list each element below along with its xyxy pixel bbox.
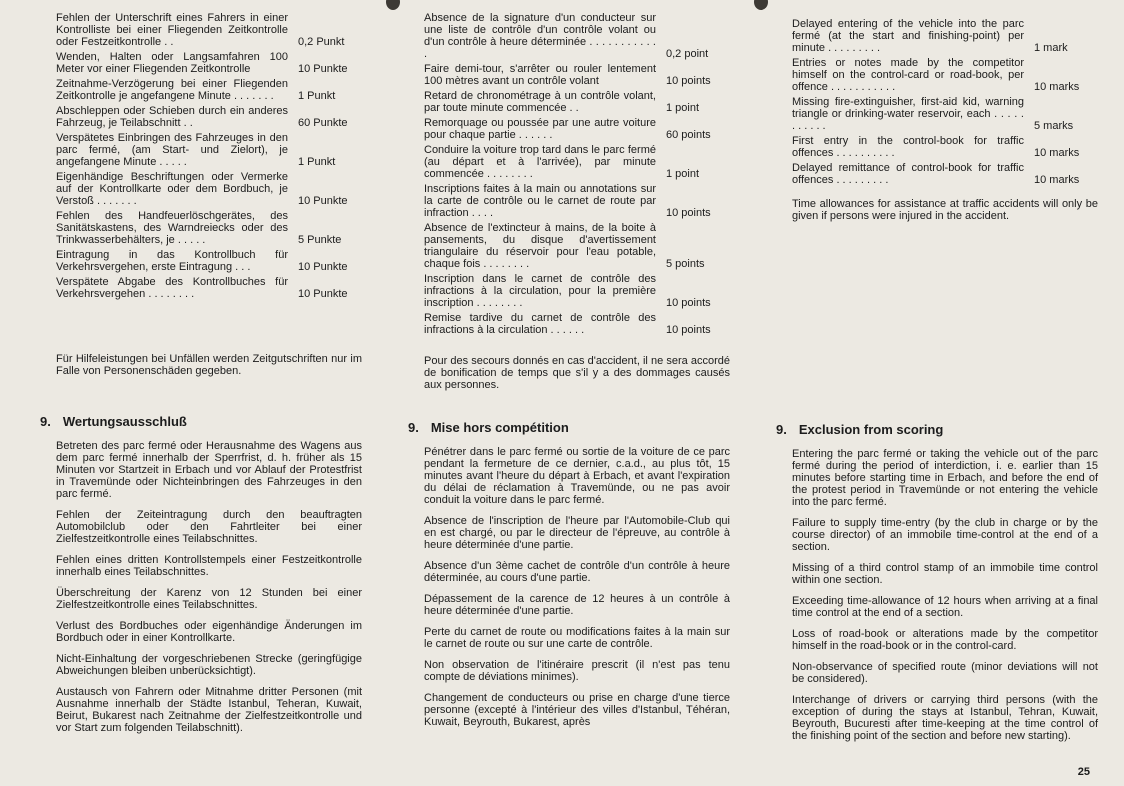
german-note-text: Für Hilfeleistungen bei Unfällen werden Zeitgutschriften nur im Falle von Personenschäden gegeben. [56, 353, 362, 377]
english-section-heading [776, 422, 1098, 438]
penalty-value: 10 marks [1034, 174, 1080, 186]
penalty-value: 10 Punkte [298, 63, 348, 75]
penalty-description: Absence de l'extincteur à mains, de la boite à pansements, du disque d'avertissement triangulaire du réservoir pour l'eau potable, chaque fois . . . . . . . . [424, 222, 656, 270]
binding-hole [754, 0, 768, 10]
penalty-item [40, 276, 362, 300]
german-note [40, 351, 362, 377]
penalty-value: 0,2 point [666, 48, 709, 60]
penalty-item [40, 132, 362, 168]
penalty-description: Fehlen der Unterschrift eines Fahrers in einer Kontrolliste bei einer Fliegenden Zeitkontrolle oder Festzeitkontrolle . . [56, 12, 288, 48]
section-paragraph: Failure to supply time-entry (by the club in charge or by the course director) of an immobile time-control at the end of a section. [792, 517, 1098, 553]
french-section-body [408, 446, 730, 728]
penalty-value: 10 Punkte [298, 195, 348, 207]
penalty-item [40, 78, 362, 102]
penalty-description: First entry in the control-book for traffic offences . . . . . . . . . . [792, 135, 1024, 159]
section-number: 9. [408, 420, 419, 435]
penalty-value: 10 points [666, 207, 711, 219]
penalty-value: 10 Punkte [298, 261, 348, 273]
penalty-value: 1 mark [1034, 42, 1068, 54]
section-paragraph: Interchange of drivers or carrying third persons (with the exception of during the stays at Istanbul, Tehran, Kuwait, Beyrouth, Bucuresti after time-keeping at the time control of the finishing point of the section and before new starting). [792, 694, 1098, 742]
penalty-description: Conduire la voiture trop tard dans le parc fermé (au départ et à l'arrivée), par minute commencée . . . . . . . . [424, 144, 656, 180]
section-paragraph: Fehlen eines dritten Kontrollstempels einer Festzeitkontrolle innerhalb eines Teilabschnittes. [56, 554, 362, 578]
penalty-item [40, 171, 362, 207]
section-paragraph: Loss of road-book or alterations made by the competitor himself in the road-book or in the control-card. [792, 628, 1098, 652]
penalty-description: Fehlen des Handfeuerlöschgerätes, des Sanitätskastens, des Warndreiecks oder des Trinkwasserbehälters, je . . . . . [56, 210, 288, 246]
penalty-item [40, 105, 362, 129]
page-number: 25 [1077, 766, 1090, 778]
section-title: Wertungsausschluß [62, 414, 187, 429]
section-paragraph: Betreten des parc fermé oder Herausnahme des Wagens aus dem parc fermé innerhalb der Sperrfrist, d. h. früher als 15 Minuten vor Startzeit in Erbach und vor Ablauf der Protestfrist in Travemünde oder Nichteinbringen des Fahrzeuges in den parc fermé. [56, 440, 362, 500]
penalty-value: 5 Punkte [298, 234, 342, 246]
penalty-value: 1 point [666, 168, 700, 180]
section-paragraph: Exceeding time-allowance of 12 hours when arriving at a final time control at the end of a section. [792, 595, 1098, 619]
section-title: Mise hors compétition [430, 420, 569, 435]
penalty-item [776, 135, 1098, 159]
penalty-description: Zeitnahme-Verzögerung bei einer Fliegenden Zeitkontrolle je angefangene Minute . . . . . . . [56, 78, 288, 102]
german-section-body [40, 440, 362, 734]
penalty-item [776, 57, 1098, 93]
penalty-item [776, 18, 1098, 54]
penalty-value: 10 points [666, 297, 711, 309]
section-paragraph: Absence d'un 3ème cachet de contrôle d'un contrôle à heure déterminée, au cours d'une partie. [424, 560, 730, 584]
section-paragraph: Austausch von Fahrern oder Mitnahme dritter Personen (mit Ausnahme innerhalb der Städte Istanbul, Teheran, Kuwait, Beirut, Bukarest nach Zeitnahme der Zielfestzeitkontrolle und vor Start zum folgenden Teilabschnitt). [56, 686, 362, 734]
section-paragraph: Non observation de l'itinéraire prescrit (il n'est pas tenu compte de déviations minimes). [424, 659, 730, 683]
french-note-text: Pour des secours donnés en cas d'accident, il ne sera accordé de bonification de temps que s'il y a des dommages causés aux personnes. [424, 355, 730, 391]
english-section-body [776, 448, 1098, 742]
french-penalty-list [408, 12, 730, 339]
section-paragraph: Dépassement de la carence de 12 heures à un contrôle à heure déterminée d'une partie. [424, 593, 730, 617]
section-number: 9. [40, 414, 51, 429]
penalty-description: Verspätetes Einbringen des Fahrzeuges in den parc fermé, (am Start- und Zielort), je angefangene Minute . . . . . [56, 132, 288, 168]
penalty-item [408, 144, 730, 180]
penalty-item [40, 249, 362, 273]
penalty-description: Abschleppen oder Schieben durch ein anderes Fahrzeug, je Teilabschnitt . . [56, 105, 288, 129]
penalty-description: Remorquage ou poussée par une autre voiture pour chaque partie . . . . . . [424, 117, 656, 141]
french-section-heading [408, 420, 730, 436]
penalty-item [408, 63, 730, 87]
german-section-heading [40, 414, 362, 430]
penalty-value: 10 Punkte [298, 288, 348, 300]
section-paragraph: Nicht-Einhaltung der vorgeschriebenen Strecke (geringfügige Abweichungen bleiben unberücksichtigt). [56, 653, 362, 677]
penalty-item [408, 312, 730, 336]
penalty-value: 10 points [666, 324, 711, 336]
section-paragraph: Absence de l'inscription de l'heure par l'Automobile-Club qui en est chargé, ou par le directeur de l'épreuve, au contrôle à heure déterminée d'une partie. [424, 515, 730, 551]
english-section [776, 422, 1098, 751]
english-note-text: Time allowances for assistance at traffic accidents will only be given if persons were injured in the accident. [792, 198, 1098, 222]
section-paragraph: Missing of a third control stamp of an immobile time control within one section. [792, 562, 1098, 586]
french-section [408, 420, 730, 737]
section-paragraph: Entering the parc fermé or taking the vehicle out of the parc fermé during the period of interdiction, i. e. earlier than 15 minutes before starting time in Erbach, and before the end of the protest period in Travemünde or not entering the vehicle into the parc fermé. [792, 448, 1098, 508]
penalty-description: Verspätete Abgabe des Kontrollbuches für Verkehrsvergehen . . . . . . . . [56, 276, 288, 300]
section-paragraph: Verlust des Bordbuches oder eigenhändige Änderungen im Bordbuch oder in einer Kontrollkarte. [56, 620, 362, 644]
section-paragraph: Fehlen der Zeiteintragung durch den beauftragten Automobilclub oder den Fahrtleiter bei einer Zielfestzeitkontrolle eines Teilabschnittes. [56, 509, 362, 545]
german-penalty-list [40, 12, 362, 303]
german-section [40, 414, 362, 743]
penalty-description: Faire demi-tour, s'arrêter ou rouler lentement 100 mètres avant un contrôle volant [424, 63, 656, 87]
penalty-description: Missing fire-extinguisher, first-aid kid, warning triangle or drinking-water reservoir, each . . . . . . . . . . . [792, 96, 1024, 132]
penalty-description: Delayed remittance of control-book for traffic offences . . . . . . . . . [792, 162, 1024, 186]
section-title: Exclusion from scoring [798, 422, 944, 437]
section-paragraph: Überschreitung der Karenz von 12 Stunden bei einer Zielfestzeitkontrolle eines Teilabschnittes. [56, 587, 362, 611]
penalty-value: 1 point [666, 102, 700, 114]
penalty-description: Eintragung in das Kontrollbuch für Verkehrsvergehen, erste Eintragung . . . [56, 249, 288, 273]
penalty-item [408, 117, 730, 141]
penalty-description: Retard de chronométrage à un contrôle volant, par toute minute commencée . . [424, 90, 656, 114]
penalty-item [408, 222, 730, 270]
penalty-description: Entries or notes made by the competitor himself on the control-card or road-book, per offence . . . . . . . . . . . [792, 57, 1024, 93]
penalty-description: Eigenhändige Beschriftungen oder Vermerke auf der Kontrollkarte oder dem Bordbuch, je Verstoß . . . . . . . [56, 171, 288, 207]
penalty-description: Inscriptions faites à la main ou annotations sur la carte de contrôle ou le carnet de route par infraction . . . . [424, 183, 656, 219]
penalty-item [776, 96, 1098, 132]
penalty-value: 60 points [666, 129, 711, 141]
penalty-item [776, 162, 1098, 186]
penalty-value: 60 Punkte [298, 117, 348, 129]
penalty-description: Absence de la signature d'un conducteur sur une liste de contrôle d'un contrôle volant ou d'un contrôle à heure déterminée . . . . . . . . . . . . [424, 12, 656, 60]
penalty-value: 10 points [666, 75, 711, 87]
french-note [408, 353, 730, 391]
section-paragraph: Pénétrer dans le parc fermé ou sortie de la voiture de ce parc pendant la fermeture de ce dernier, c.a.d., au plus tôt, 15 minutes avant l'heure du départ à Erbach, et avant l'expiration du délai de réclamation à Travemünde, ou ne pas avoir conduit la voiture dans le parc fermé. [424, 446, 730, 506]
penalty-value: 1 Punkt [298, 90, 336, 102]
penalty-value: 5 marks [1034, 120, 1074, 132]
penalty-item [408, 183, 730, 219]
penalty-description: Wenden, Halten oder Langsamfahren 100 Meter vor einer Fliegenden Zeitkontrolle [56, 51, 288, 75]
penalty-item [40, 12, 362, 48]
english-penalty-list [776, 18, 1098, 189]
english-note [776, 196, 1098, 222]
penalty-description: Inscription dans le carnet de contrôle des infractions à la circulation, pour la première inscription . . . . . . . . [424, 273, 656, 309]
section-number: 9. [776, 422, 787, 437]
penalty-value: 5 points [666, 258, 705, 270]
section-paragraph: Non-observance of specified route (minor deviations will not be considered). [792, 661, 1098, 685]
section-paragraph: Perte du carnet de route ou modifications faites à la main sur le carnet de route ou sur une carte de contrôle. [424, 626, 730, 650]
section-paragraph: Changement de conducteurs ou prise en charge d'une tierce personne (excepté à l'intérieur des villes d'Istanbul, Téhéran, Kuwait, Beyrouth, Bukarest, après [424, 692, 730, 728]
penalty-value: 0,2 Punkt [298, 36, 345, 48]
penalty-description: Remise tardive du carnet de contrôle des infractions à la circulation . . . . . . [424, 312, 656, 336]
penalty-value: 1 Punkt [298, 156, 336, 168]
penalty-description: Delayed entering of the vehicle into the parc fermé (at the start and finishing-point) per minute . . . . . . . . . [792, 18, 1024, 54]
penalty-item [408, 273, 730, 309]
penalty-item [40, 51, 362, 75]
binding-hole [386, 0, 400, 10]
penalty-item [408, 12, 730, 60]
penalty-value: 10 marks [1034, 81, 1080, 93]
penalty-item [40, 210, 362, 246]
penalty-item [408, 90, 730, 114]
penalty-value: 10 marks [1034, 147, 1080, 159]
